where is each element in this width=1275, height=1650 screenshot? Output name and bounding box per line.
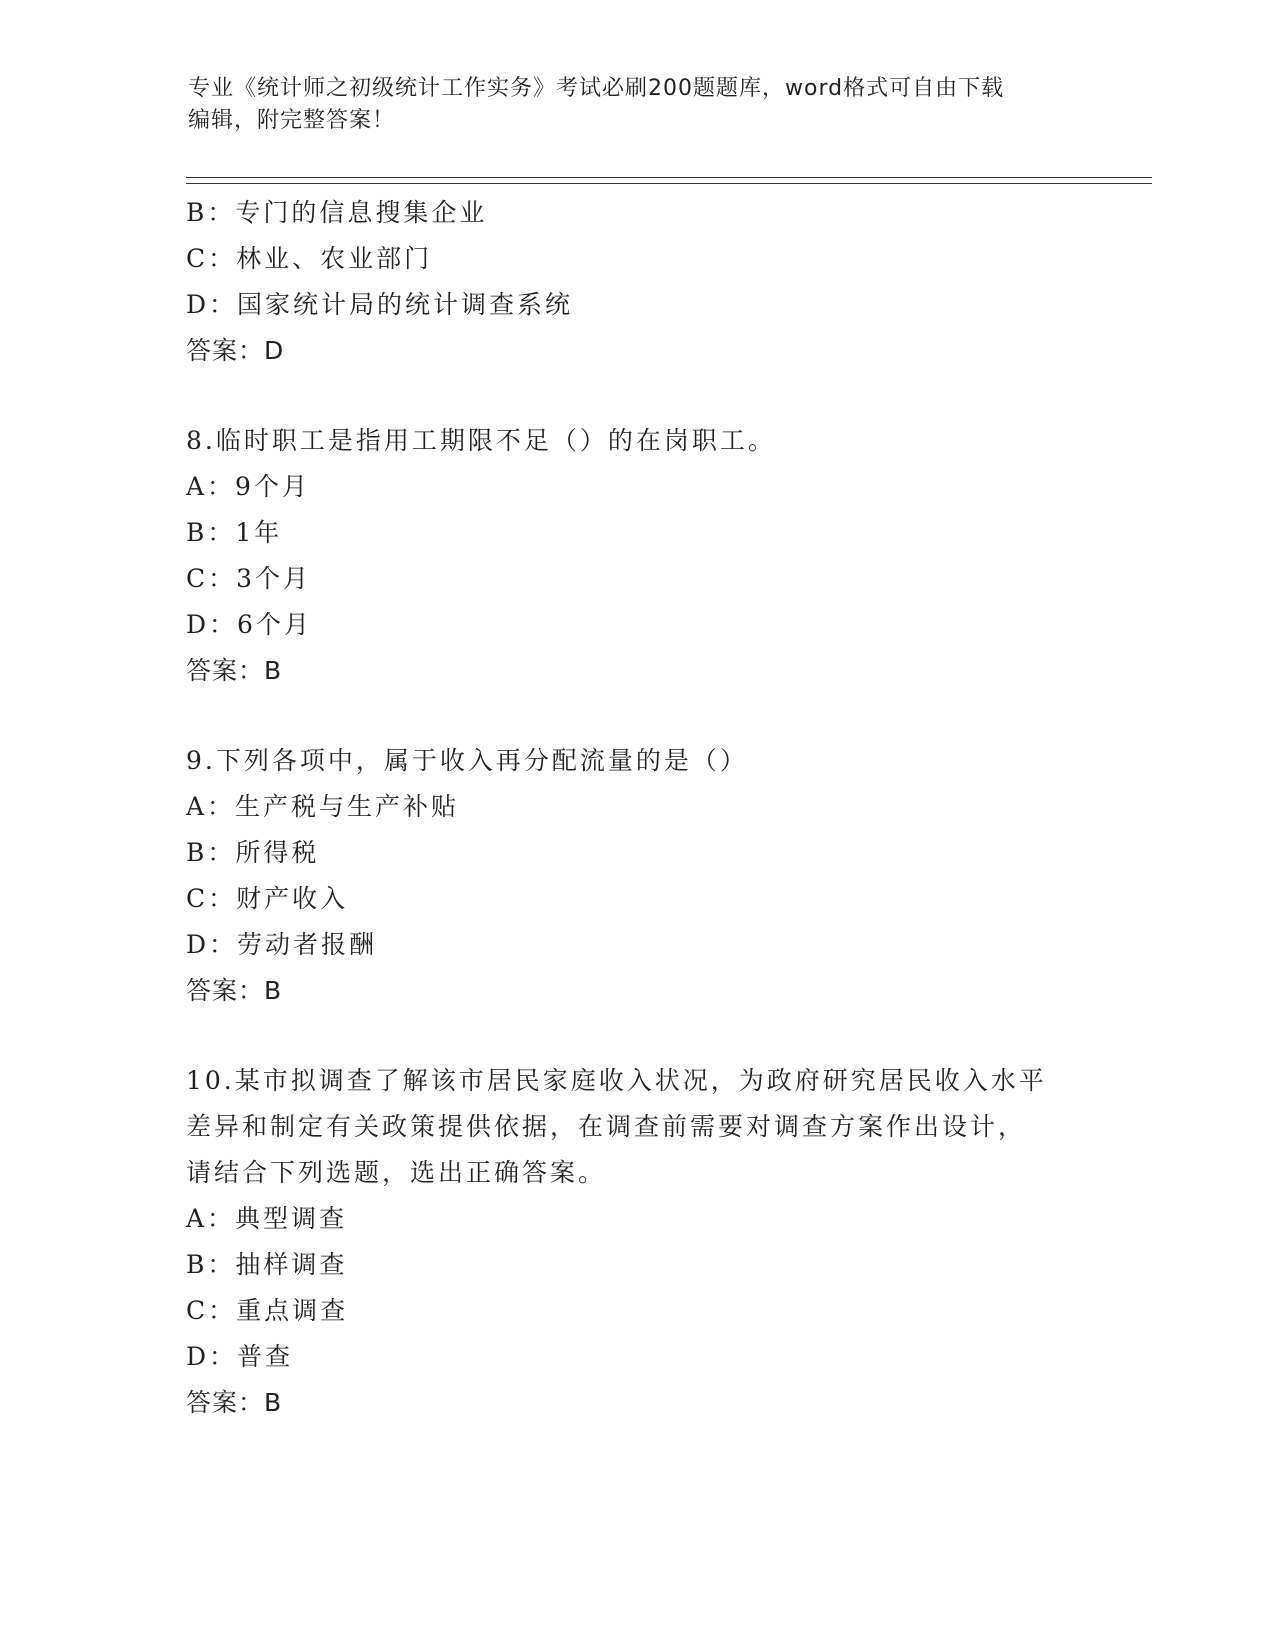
option-c: C：3个月 <box>186 564 312 593</box>
question-stem: 9.下列各项中，属于收入再分配流量的是（） <box>186 746 748 775</box>
option-d: D：劳动者报酬 <box>186 930 378 959</box>
option-c: C：重点调查 <box>186 1296 349 1325</box>
option-d: D：国家统计局的统计调查系统 <box>186 290 574 319</box>
option-c: C：林业、农业部门 <box>186 244 433 273</box>
document-header <box>188 73 1068 137</box>
option-c: C：财产收入 <box>186 884 349 913</box>
question-10 <box>186 1058 1086 1426</box>
option-b: B：专门的信息搜集企业 <box>186 198 488 227</box>
option-d: D：6个月 <box>186 610 312 639</box>
question-stem-line-2: 差异和制定有关政策提供依据，在调查前需要对调查方案作出设计， <box>186 1112 1027 1141</box>
option-b: B：1年 <box>186 518 283 547</box>
question-8 <box>186 418 1086 694</box>
header-divider-bottom <box>186 183 1152 184</box>
option-a: A：生产税与生产补贴 <box>186 792 460 821</box>
question-content <box>186 190 1086 1470</box>
question-stem-line-1: 10.某市拟调查了解该市居民家庭收入状况，为政府研究居民收入水平 <box>186 1066 1047 1095</box>
option-d: D：普查 <box>186 1342 294 1371</box>
answer: 答案：D <box>186 336 285 365</box>
question-partial <box>186 190 1086 374</box>
header-line-2: 编辑，附完整答案！ <box>188 108 396 133</box>
option-b: B：抽样调查 <box>186 1250 348 1279</box>
option-b: B：所得税 <box>186 838 320 867</box>
option-a: A：9个月 <box>186 472 310 501</box>
question-stem-line-3: 请结合下列选题，选出正确答案。 <box>186 1158 607 1187</box>
header-line-1: 专业《统计师之初级统计工作实务》考试必刷200题题库，word格式可自由下载 <box>188 76 1005 101</box>
answer: 答案：B <box>186 976 283 1005</box>
question-stem: 8.临时职工是指用工期限不足（）的在岗职工。 <box>186 426 776 455</box>
header-divider-top <box>186 177 1152 178</box>
answer: 答案：B <box>186 656 283 685</box>
answer: 答案：B <box>186 1388 283 1417</box>
option-a: A：典型调查 <box>186 1204 348 1233</box>
question-9 <box>186 738 1086 1014</box>
